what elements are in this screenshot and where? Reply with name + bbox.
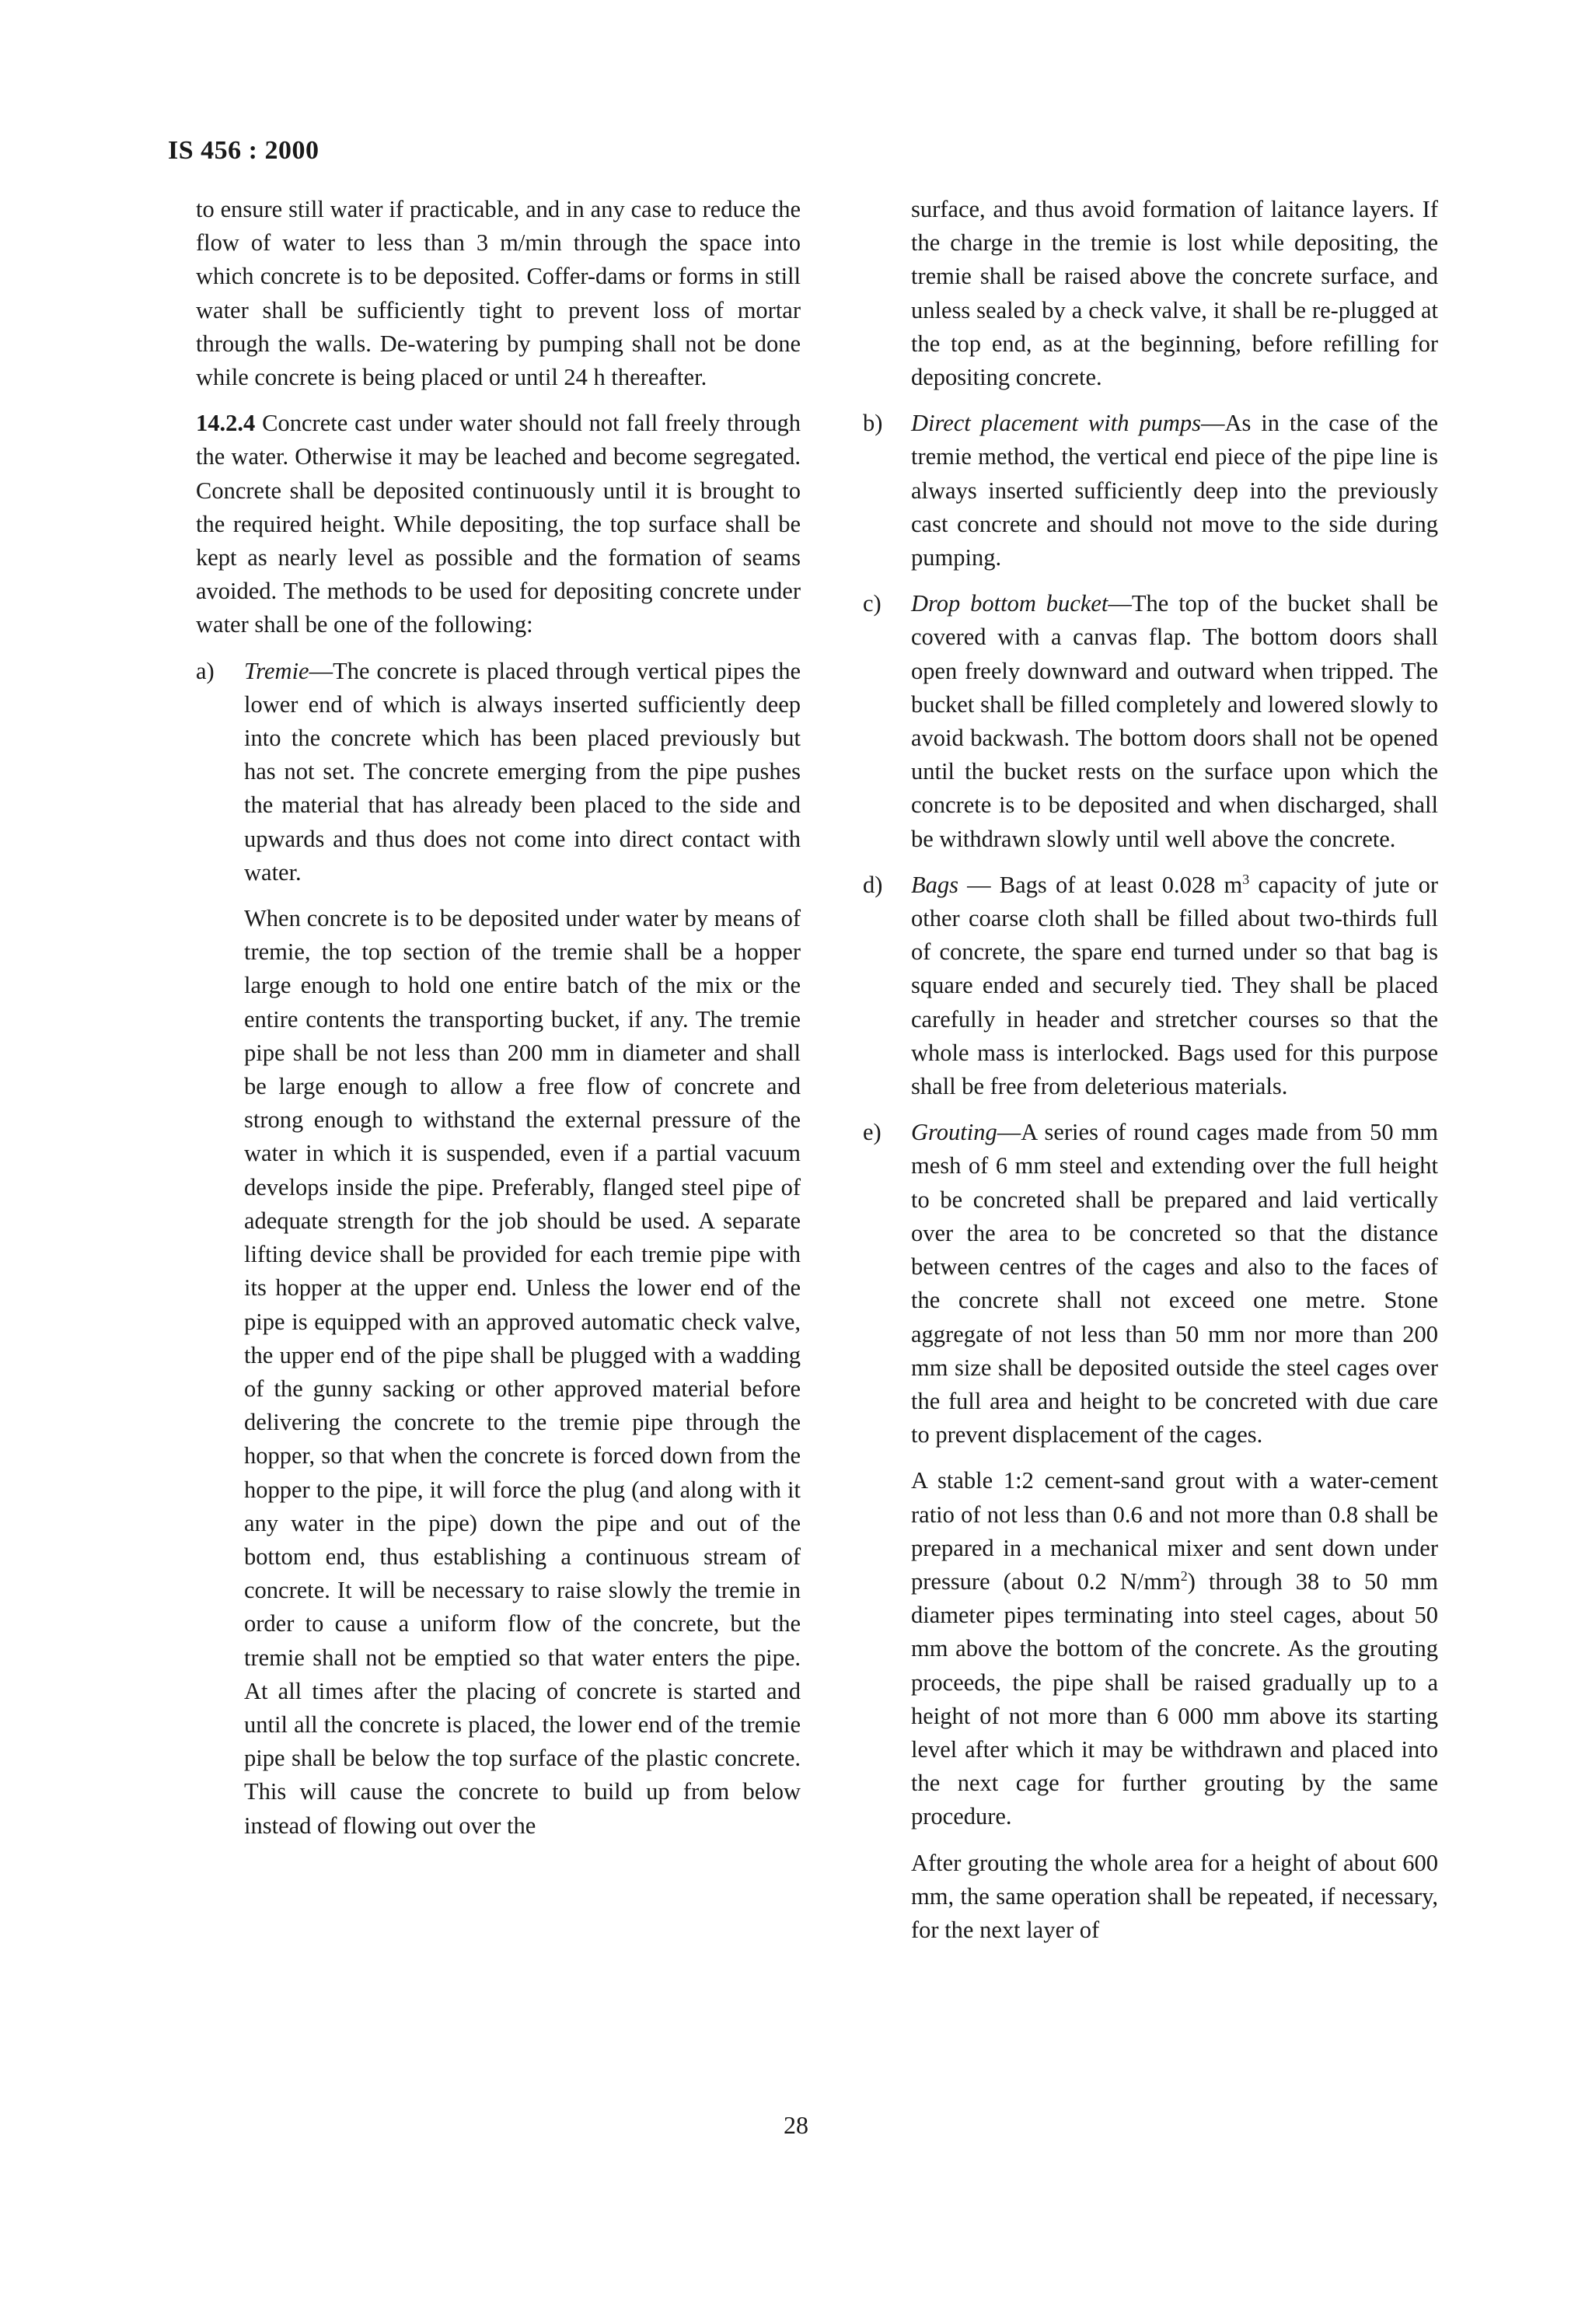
list-marker: e) (863, 1119, 882, 1146)
superscript: 2 (1180, 1567, 1188, 1584)
paragraph-continuation: surface, and thus avoid formation of laitance layers. If the charge in the tremie is lost while depositing, the tremie shall be raised above the concrete surface, and unless sealed by a check valve, it shall be re-plugged at the top end, as at the beginning, before refilling for depositing concrete. (911, 196, 1438, 391)
list-item-continuation (911, 1464, 1438, 1833)
list-item-lead: Direct placement with pumps (911, 410, 1201, 437)
list-item-body: —The concrete is placed through vertical pipes the lower end of which is always inserted sufficiently deep into the concrete which has been placed previously but has not set. The concrete emerging from the pipe pushes the material that has already been placed to the side and upwards and thus does not come into direct contact with water. (244, 657, 801, 886)
list-item-text (244, 655, 801, 889)
list-item-text (911, 407, 1438, 575)
list-marker: a) (196, 657, 215, 684)
list-item-continuation: When concrete is to be deposited under water by means of tremie, the top section of the tremie shall be a hopper large enough to hold one entire batch of the mix or the entire contents the transporting bucket, if any. The tremie pipe shall be not less than 200 mm in diameter and shall be large enough to allow a free flow of concrete and strong enough to withstand the external pressure of the water in which it is suspended, even if a partial vacuum develops inside the pipe. Preferably, flanged steel pipe of adequate strength for the job should be used. A separate lifting device shall be provided for each tremie pipe with its hopper at the upper end. Unless the lower end of the pipe is equipped with an approved automatic check valve, the upper end of the pipe shall be plugged with a wadding of the gunny sacking or other approved material before delivering the concrete to the tremie pipe through the hopper, so that when the concrete is forced down from the hopper to the pipe, it will force the plug (and along with it any water in the pipe) down the pipe and out of the bottom end, thus establishing a continuous stream of concrete. It will be necessary to raise slowly the tremie in order to cause a uniform flow of the concrete, but the tremie shall not be emptied so that water enters the pipe. At all times after the placing of concrete is started and until all the concrete is placed, the lower end of the tremie pipe shall be below the top surface of the plastic concrete. This will cause the concrete to build up from below instead of flowing out over the (244, 905, 801, 1839)
list-item-lead: Tremie (244, 657, 309, 684)
clause-number: 14.2.4 (196, 410, 256, 437)
list-item-grouting (863, 1116, 1438, 1947)
list-item-body: — Bags of at least 0.028 m (958, 871, 1243, 898)
list-item-lead: Bags (911, 871, 958, 898)
list-item-pumps (863, 407, 1438, 575)
paragraph-continuation: to ensure still water if practicable, and in any case to reduce the flow of water to less than 3 m/min through the space into which concrete is to be deposited. Coffer-dams or forms in still water shall be sufficiently tight to prevent loss of mortar through the walls. De-watering by pumping shall not be done while concrete is being placed or until 24 h thereafter. (196, 196, 801, 391)
continuation-text-rest: ) through 38 to 50 mm diameter pipes terminating into steel cages, about 50 mm above the bottom of the concrete. As the grouting proceeds, the pipe shall be raised gradually up to a height of not more than 6 000 mm above its starting level after which it may be withdrawn and placed into the next cage for further grouting by the same procedure. (911, 1567, 1438, 1830)
list-item-lead: Drop bottom bucket (911, 590, 1108, 617)
list-marker: c) (863, 590, 882, 617)
list-item-lead: Grouting (911, 1119, 997, 1146)
list-marker: b) (863, 410, 883, 437)
list-item-body-rest: capacity of jute or other coarse cloth shall be filled about two-thirds full of concrete, the spare end turned under so that bag is square ended and securely tied. They shall be placed carefully in header and stretcher courses so that the whole mass is interlocked. Bags used for this purpose shall be free from deleterious materials. (911, 871, 1438, 1100)
list-item-bucket (863, 587, 1438, 856)
document-id-header: IS 456 : 2000 (168, 136, 319, 165)
list-item-body: —The top of the bucket shall be covered with a canvas flap. The bottom doors shall open freely downward and outward when tripped. The bucket shall be filled completely and lowered slowly to avoid backwash. The bottom doors shall not be opened until the bucket rests on the surface upon which the concrete is to be deposited and when discharged, shall be withdrawn slowly until well above the concrete. (911, 590, 1438, 852)
list-marker: d) (863, 871, 883, 898)
list-item-text (911, 1116, 1438, 1452)
list-item-text (911, 587, 1438, 856)
list-item-continuation-2: After grouting the whole area for a height of about 600 mm, the same operation shall be repeated, if necessary, for the next layer of (911, 1849, 1438, 1943)
list-item-body: —As in the case of the tremie method, the vertical end piece of the pipe line is always inserted sufficiently deep into the previously cast concrete and should not move to the side during pumping. (911, 410, 1439, 571)
list-item-bags (863, 868, 1438, 1103)
list-item-body: —A series of round cages made from 50 mm mesh of 6 mm steel and extending over the full height to be concreted shall be prepared and laid vertically over the area to be concreted so that the distance between centres of the cages and also to the faces of the concrete shall not exceed one metre. Stone aggregate of not less than 50 mm nor more than 200 mm size shall be deposited outside the steel cages over the full area and height to be concreted with due care to prevent displacement of the cages. (911, 1119, 1438, 1449)
clause-text: Concrete cast under water should not fall freely through the water. Otherwise it may be leached and become segregated. Concrete shall be deposited continuously until it is brought to the required height. While depositing, the top surface shall be kept as nearly level as possible and the formation of seams avoided. The methods to be used for depositing concrete under water shall be one of the following: (196, 410, 801, 638)
continuation-text: A stable 1:2 cement-sand grout with a water-cement ratio of not less than 0.6 and not more than 0.8 shall be prepared in a mechanical mixer and sent down under pressure (about 0.2 N/mm (911, 1467, 1438, 1595)
list-item-text (911, 868, 1438, 1103)
list-item-tremie (196, 655, 801, 1843)
left-column (196, 193, 801, 1855)
clause-14-2-4 (196, 407, 801, 641)
page-number: 28 (784, 2111, 808, 2139)
right-column (863, 193, 1438, 1959)
superscript: 3 (1242, 871, 1250, 887)
